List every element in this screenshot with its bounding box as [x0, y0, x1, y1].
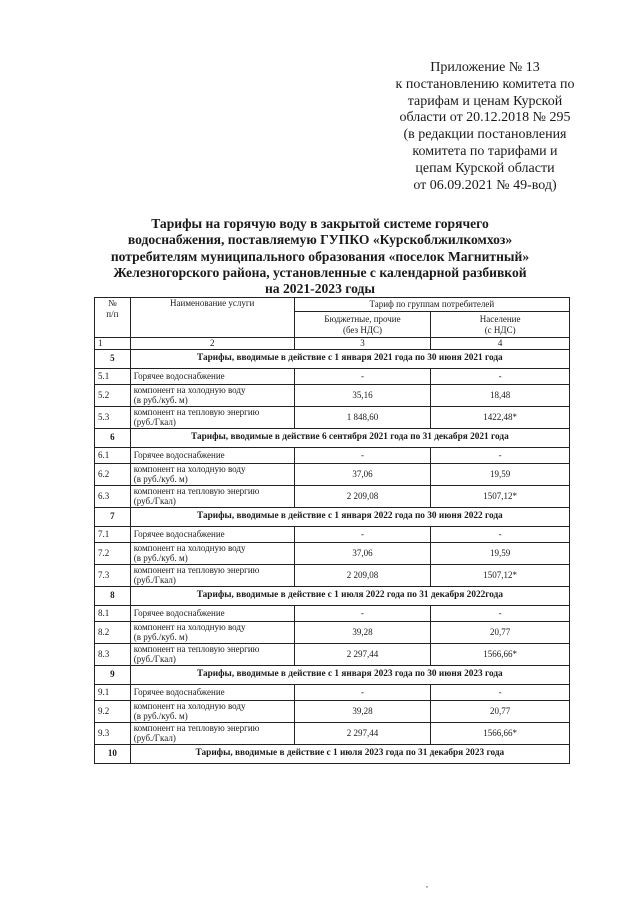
- tariff-row: [95, 621, 570, 643]
- value-budget: 39,28: [294, 700, 431, 722]
- row-number: 6.2: [95, 463, 131, 485]
- appendix-line: к постановлению комитета по: [395, 76, 575, 92]
- tariff-table-body: [95, 298, 570, 764]
- index-cell: 4: [431, 338, 570, 350]
- appendix-line: комитета по тарифами и: [412, 143, 558, 159]
- tariff-row: [95, 564, 570, 586]
- value-population: 19,59: [431, 542, 570, 564]
- tariff-row: [95, 700, 570, 722]
- title-line: потребителям муниципального образования «поселок Магнитный»: [110, 248, 530, 264]
- service-name: компонент на холодную воду (в руб./куб. м): [130, 463, 294, 485]
- title-line: Железногорского района, установленные с календарной разбивкой: [113, 264, 527, 280]
- section-number: 10: [95, 744, 131, 763]
- tariff-row: [95, 384, 570, 406]
- appendix-line: цепам Курской области: [415, 160, 555, 176]
- title-line: водоснабжения, поставляемую ГУПКО «Курскоблжилкомхоз»: [127, 232, 513, 248]
- value-population: -: [431, 684, 570, 700]
- value-population: 1422,48*: [431, 406, 570, 428]
- value-budget: 35,16: [294, 384, 431, 406]
- section-number: 6: [95, 428, 131, 447]
- tariff-table: [94, 297, 570, 764]
- tariff-row: [95, 542, 570, 564]
- value-population: 1566,66*: [431, 643, 570, 665]
- tariff-row: [95, 722, 570, 744]
- row-number: 6.1: [95, 447, 131, 463]
- service-name: Горячее водоснабжение: [130, 526, 294, 542]
- value-population: 19,59: [431, 463, 570, 485]
- header-row-top: [95, 298, 570, 312]
- value-budget: -: [294, 368, 431, 384]
- value-population: -: [431, 526, 570, 542]
- appendix-line: Приложение № 13: [430, 60, 540, 75]
- value-population: -: [431, 605, 570, 621]
- appendix-block: [375, 60, 595, 194]
- header-col4: Население (с НДС): [431, 312, 570, 338]
- section-number: 7: [95, 507, 131, 526]
- service-name: компонент на тепловую энергию (руб./Гкал): [130, 722, 294, 744]
- section-row: [95, 744, 570, 763]
- row-number: 8.3: [95, 643, 131, 665]
- section-title: Тарифы, вводимые в действие с 1 июля 2023 года по 31 декабря 2023 года: [130, 744, 569, 763]
- index-row: [95, 338, 570, 350]
- row-number: 8.1: [95, 605, 131, 621]
- appendix-line: от 06.09.2021 № 49-вод): [413, 177, 557, 193]
- service-name: компонент на тепловую энергию (руб./Гкал): [130, 406, 294, 428]
- index-cell: 1: [95, 338, 131, 350]
- value-budget: -: [294, 526, 431, 542]
- value-budget: 2 297,44: [294, 643, 431, 665]
- header-num: № п/п: [95, 298, 131, 338]
- tariff-row: [95, 526, 570, 542]
- row-number: 5.1: [95, 368, 131, 384]
- section-number: 8: [95, 586, 131, 605]
- section-number: 9: [95, 665, 131, 684]
- section-title: Тарифы, вводимые в действие с 1 января 2022 года по 30 июня 2022 года: [130, 507, 569, 526]
- service-name: компонент на тепловую энергию (руб./Гкал): [130, 643, 294, 665]
- value-population: 1507,12*: [431, 564, 570, 586]
- row-number: 7.3: [95, 564, 131, 586]
- value-budget: 37,06: [294, 542, 431, 564]
- value-budget: 2 209,08: [294, 564, 431, 586]
- index-cell: 2: [130, 338, 294, 350]
- value-population: 20,77: [431, 700, 570, 722]
- tariff-row: [95, 485, 570, 507]
- tariff-row: [95, 684, 570, 700]
- section-number: 5: [95, 349, 131, 368]
- service-name: Горячее водоснабжение: [130, 447, 294, 463]
- document-title: [100, 216, 540, 297]
- tariff-row: [95, 406, 570, 428]
- section-title: Тарифы, вводимые в действие с 1 января 2023 года по 30 июня 2023 года: [130, 665, 569, 684]
- section-title: Тарифы, вводимые в действие с 1 июля 2022 года по 31 декабря 2022года: [130, 586, 569, 605]
- row-number: 8.2: [95, 621, 131, 643]
- title-line: на 2021-2023 годы: [264, 281, 376, 297]
- value-budget: 1 848,60: [294, 406, 431, 428]
- section-row: [95, 507, 570, 526]
- value-population: 1566,66*: [431, 722, 570, 744]
- tariff-row: [95, 605, 570, 621]
- service-name: компонент на холодную воду (в руб./куб. м): [130, 621, 294, 643]
- section-row: [95, 349, 570, 368]
- service-name: компонент на холодную воду (в руб./куб. м): [130, 542, 294, 564]
- title-line: Тарифы на горячую воду в закрытой системе горячего: [151, 216, 489, 231]
- appendix-line: области от 20.12.2018 № 295: [399, 110, 571, 126]
- row-number: 7.2: [95, 542, 131, 564]
- section-row: [95, 586, 570, 605]
- index-cell: 3: [294, 338, 431, 350]
- value-population: -: [431, 447, 570, 463]
- service-name: Горячее водоснабжение: [130, 368, 294, 384]
- service-name: Горячее водоснабжение: [130, 605, 294, 621]
- service-name: компонент на холодную воду (в руб./куб. м): [130, 384, 294, 406]
- header-col3: Бюджетные, прочие (без НДС): [294, 312, 431, 338]
- value-population: 20,77: [431, 621, 570, 643]
- section-row: [95, 428, 570, 447]
- appendix-line: тарифам и ценам Курской: [407, 93, 563, 109]
- row-number: 9.3: [95, 722, 131, 744]
- tariff-row: [95, 463, 570, 485]
- row-number: 9.1: [95, 684, 131, 700]
- tariff-row: [95, 447, 570, 463]
- section-title: Тарифы, вводимые в действие 6 сентября 2021 года по 31 декабря 2021 года: [130, 428, 569, 447]
- section-title: Тарифы, вводимые в действие с 1 января 2021 года по 30 июня 2021 года: [130, 349, 569, 368]
- tariff-row: [95, 368, 570, 384]
- row-number: 5.3: [95, 406, 131, 428]
- appendix-line: (в редакции постановления: [403, 127, 567, 143]
- value-budget: 2 209,08: [294, 485, 431, 507]
- tariff-row: [95, 643, 570, 665]
- row-number: 6.3: [95, 485, 131, 507]
- section-row: [95, 665, 570, 684]
- header-service: Наименование услуги: [130, 298, 294, 338]
- value-budget: -: [294, 605, 431, 621]
- row-number: 9.2: [95, 700, 131, 722]
- value-population: -: [431, 368, 570, 384]
- row-number: 5.2: [95, 384, 131, 406]
- service-name: Горячее водоснабжение: [130, 684, 294, 700]
- value-population: 18,48: [431, 384, 570, 406]
- value-budget: 39,28: [294, 621, 431, 643]
- row-number: 7.1: [95, 526, 131, 542]
- value-budget: -: [294, 447, 431, 463]
- page-mark: ,: [426, 880, 428, 889]
- service-name: компонент на тепловую энергию (руб./Гкал): [130, 564, 294, 586]
- value-population: 1507,12*: [431, 485, 570, 507]
- value-budget: -: [294, 684, 431, 700]
- service-name: компонент на холодную воду (в руб./куб. м): [130, 700, 294, 722]
- header-group: Тариф по группам потребителей: [294, 298, 569, 312]
- service-name: компонент на тепловую энергию (руб./Гкал): [130, 485, 294, 507]
- value-budget: 37,06: [294, 463, 431, 485]
- value-budget: 2 297,44: [294, 722, 431, 744]
